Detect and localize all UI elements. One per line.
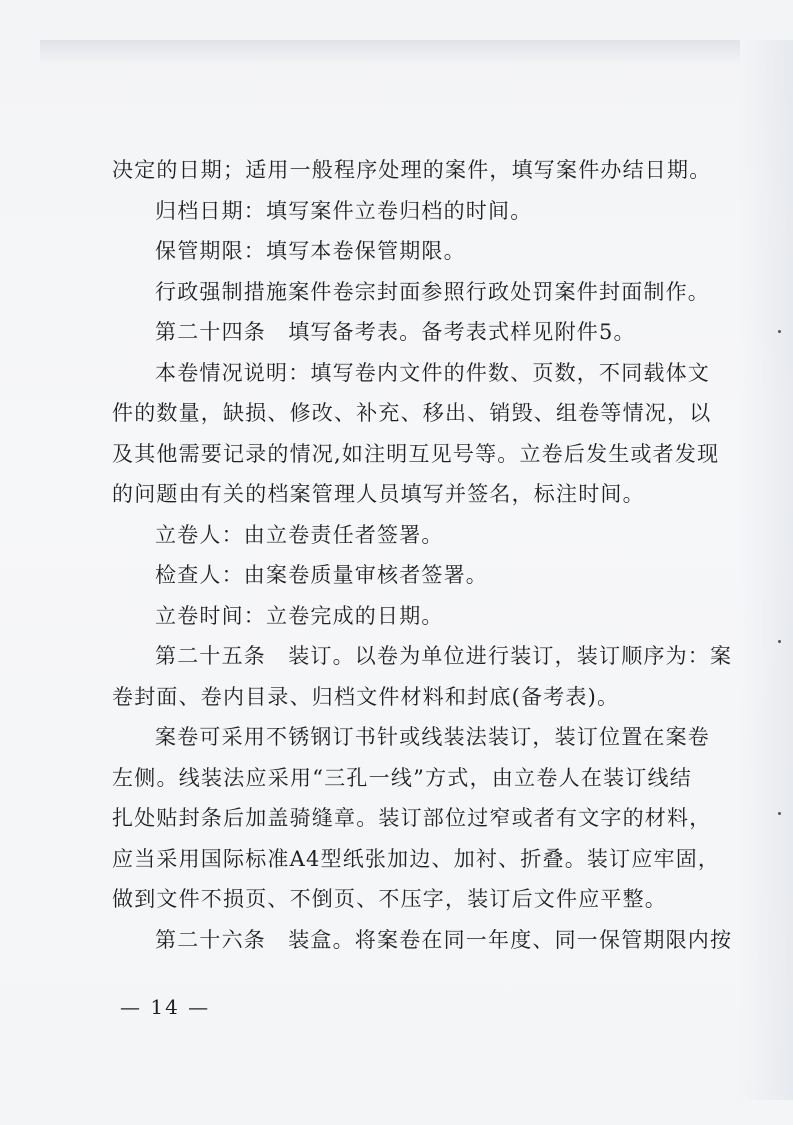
text-line: 卷封面、卷内目录、归档文件材料和封底(备考表)。 — [112, 684, 620, 709]
margin-mark — [778, 640, 781, 643]
text-line: 案卷可采用不锈钢订书针或线装法装订，装订位置在案卷 — [155, 725, 710, 749]
text-line: 扎处贴封条后加盖骑缝章。装订部位过窄或者有文字的材料， — [112, 806, 712, 830]
margin-mark — [778, 330, 781, 333]
text-line: 左侧。线装法应采用“三孔一线”方式，由立卷人在装订线结 — [112, 765, 692, 790]
text-line: 立卷人：由立卷责任者签署。 — [155, 522, 444, 547]
text-line: 决定的日期；适用一般程序处理的案件，填写案件办结日期。 — [112, 158, 712, 182]
text-line: 第二十四条 填写备考表。备考表式样见附件5。 — [155, 320, 636, 344]
scan-shadow-right — [738, 40, 793, 1100]
page-number: — 14 — — [120, 995, 211, 1019]
text-line: 归档日期：填写案件立卷归档的时间。 — [155, 198, 533, 223]
text-line: 本卷情况说明：填写卷内文件的件数、页数，不同载体文 — [155, 360, 710, 385]
text-line: 第二十五条 装订。以卷为单位进行装订，装订顺序为：案 — [155, 644, 733, 668]
body-text — [112, 150, 733, 960]
text-line: 应当采用国际标准A4型纸张加边、加衬、折叠。装订应牢固， — [112, 846, 721, 871]
text-line: 保管期限：填写本卷保管期限。 — [155, 239, 466, 263]
text-line: 立卷时间：立卷完成的日期。 — [155, 603, 444, 628]
text-line: 做到文件不损页、不倒页、不压字，装订后文件应平整。 — [112, 887, 667, 911]
text-line: 件的数量，缺损、修改、补充、移出、销毁、组卷等情况，以 — [112, 401, 712, 425]
text-line: 及其他需要记录的情况,如注明互见号等。立卷后发生或者发现 — [112, 441, 720, 466]
text-line: 行政强制措施案件卷宗封面参照行政处罚案件封面制作。 — [155, 279, 710, 304]
scan-shadow-top — [40, 40, 740, 64]
margin-mark — [778, 812, 781, 815]
text-line: 第二十六条 装盒。将案卷在同一年度、同一保管期限内按 — [155, 927, 733, 952]
text-line: 的问题由有关的档案管理人员填写并签名，标注时间。 — [112, 482, 645, 506]
text-line: 检查人：由案卷质量审核者签署。 — [155, 563, 488, 587]
